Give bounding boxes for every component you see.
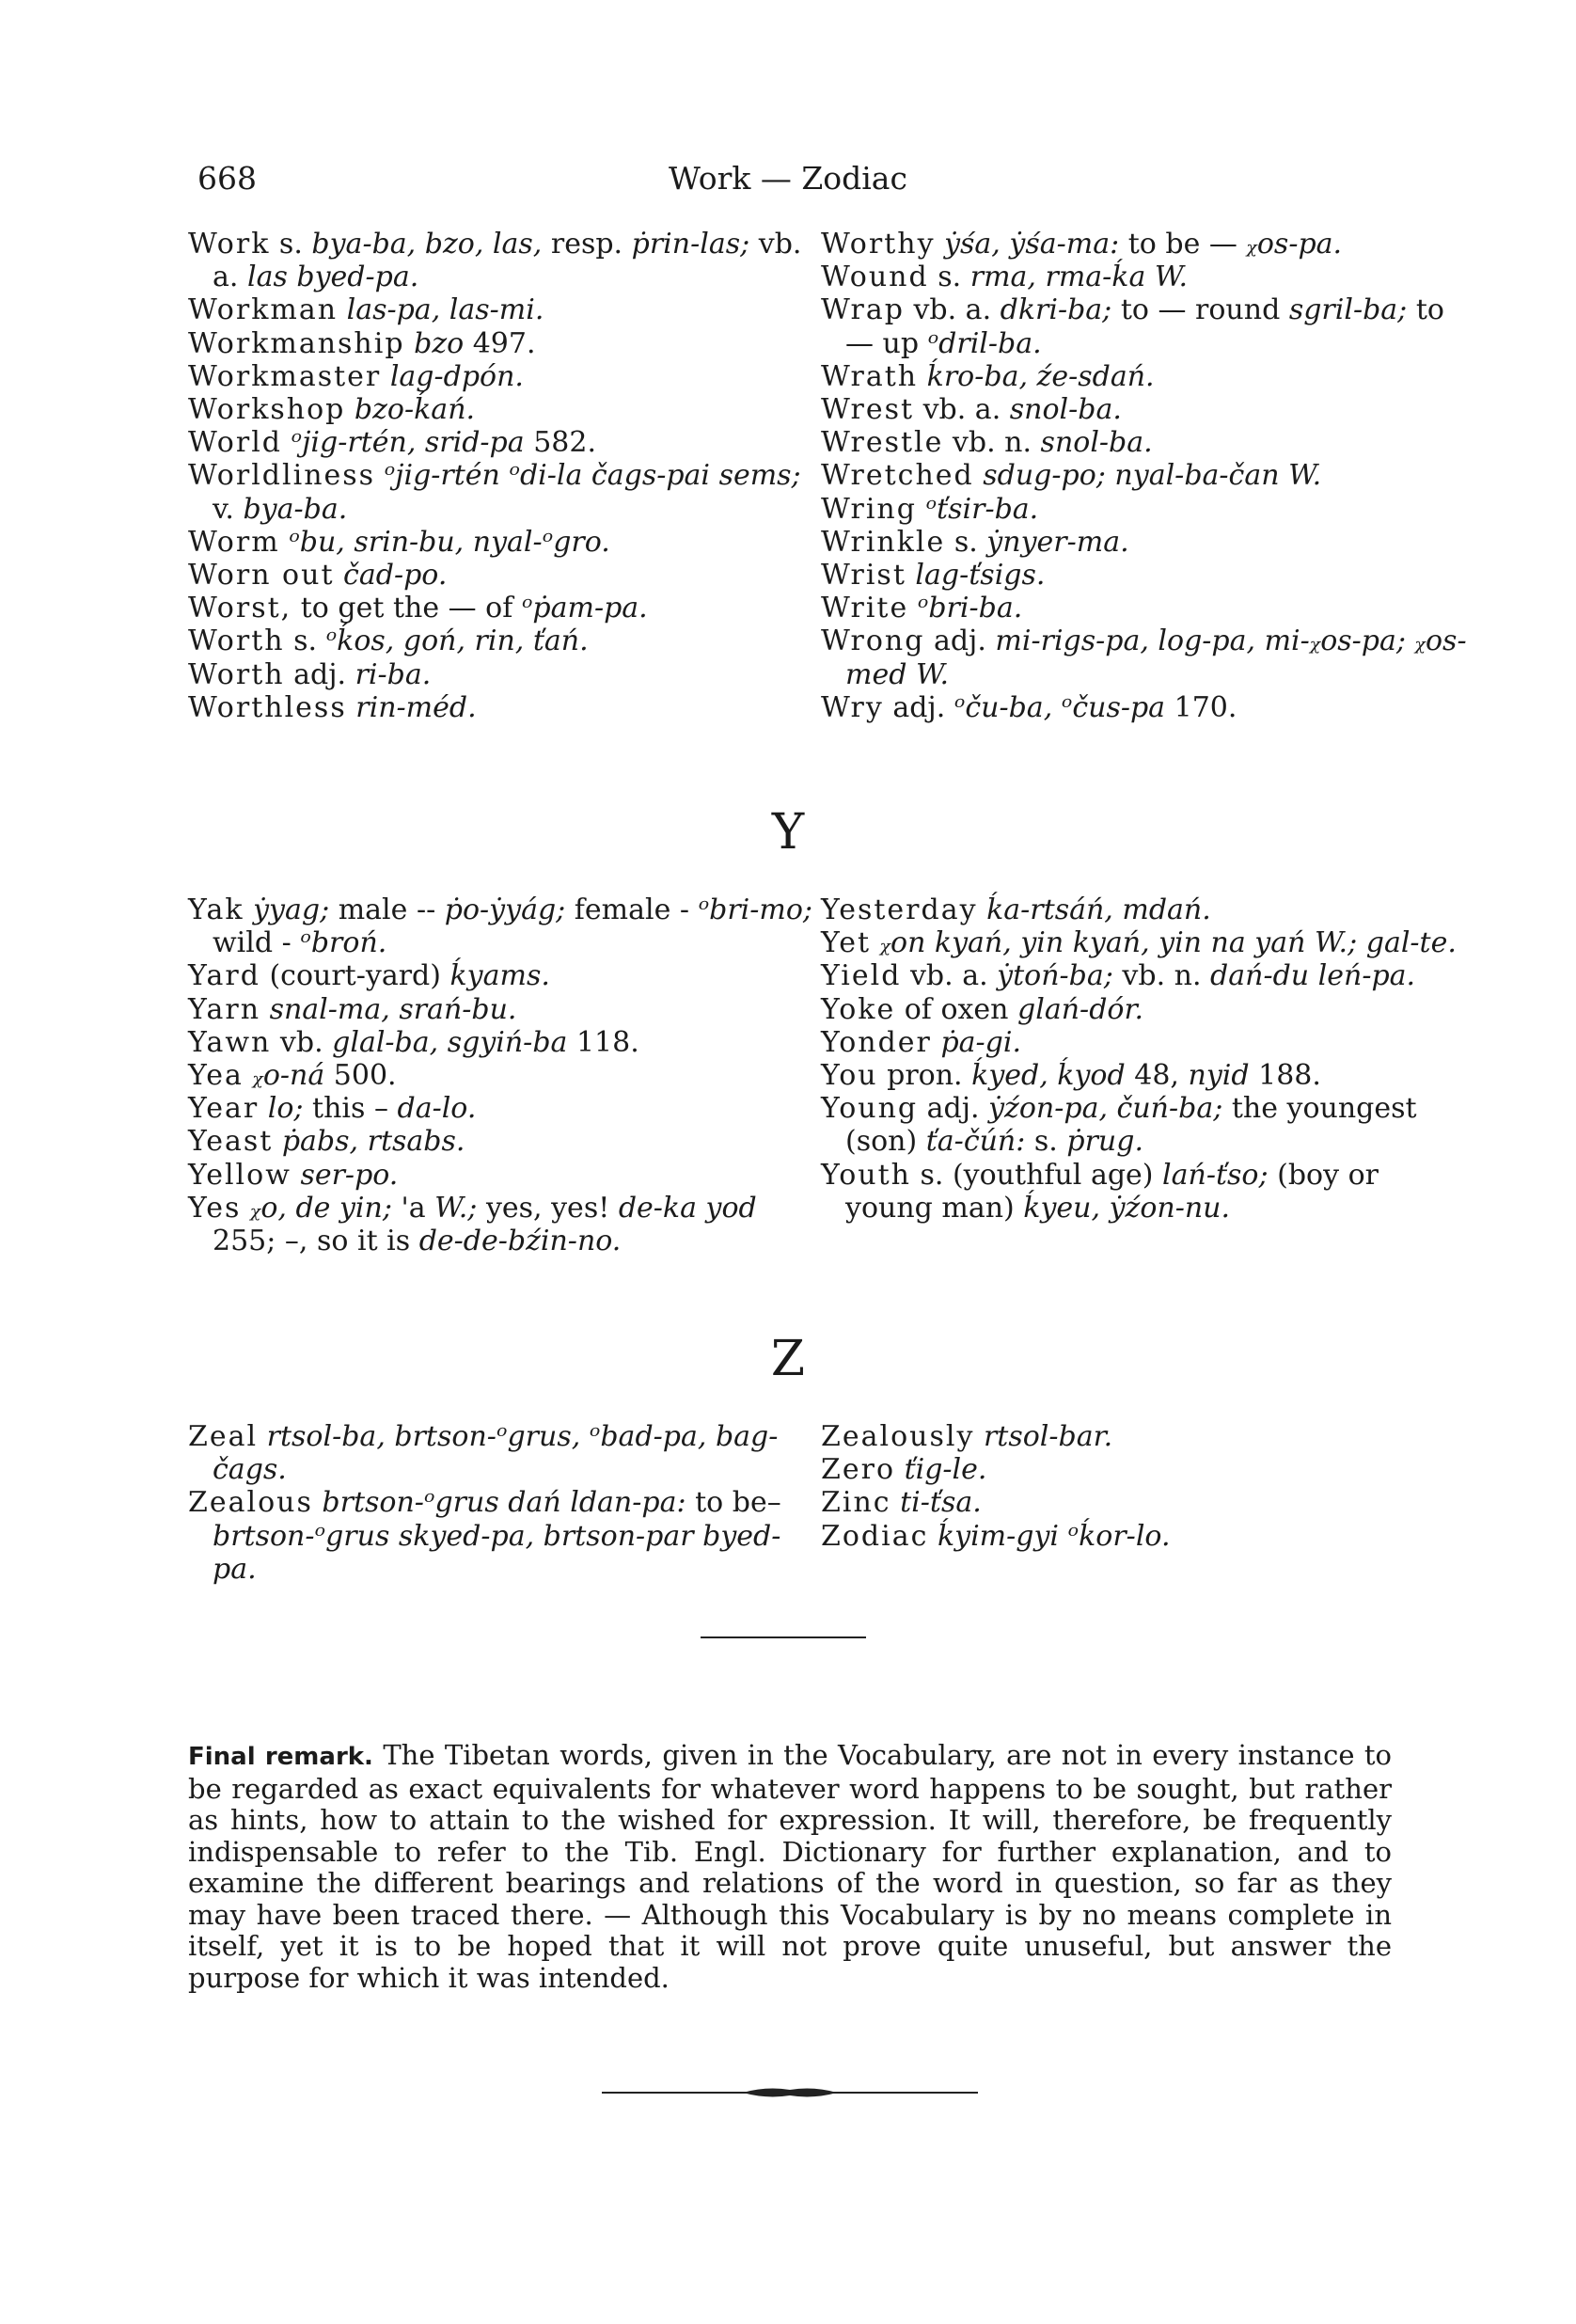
- entry-tibetan: ᵒbri-ba.: [917, 592, 1023, 625]
- entry-tibetan: ḱyams.: [449, 959, 550, 993]
- entry-tibetan: nyid: [1188, 1059, 1250, 1093]
- entry-gloss: to — up: [845, 293, 1444, 360]
- entry-tibetan: ᵒbri-mo;: [698, 893, 813, 926]
- entry-headword: Yard: [188, 959, 260, 993]
- entry-tibetan: glal-ba, sgyiń-ba: [332, 1025, 568, 1059]
- entry-headword: Workman: [188, 293, 339, 327]
- entry-headword: Wretched: [821, 459, 974, 493]
- entry-gloss: vb.: [271, 1025, 333, 1059]
- dictionary-entry: [821, 293, 1470, 359]
- entry-headword: Yet: [821, 926, 872, 960]
- dictionary-entry: [188, 1192, 818, 1257]
- entry-tibetan: ẏnyer-ma.: [986, 525, 1129, 559]
- entry-gloss: [335, 559, 344, 592]
- entry-tibetan: ḱro-ba, źe-sdań.: [926, 359, 1155, 393]
- entry-gloss: 170.: [1165, 690, 1237, 724]
- entry-tibetan: ᵪo-ná: [252, 1059, 325, 1093]
- entry-tibetan: sgril-ba;: [1288, 293, 1408, 327]
- entry-tibetan: ḱyed, ḱyod: [971, 1059, 1126, 1093]
- entry-gloss: [259, 1092, 268, 1125]
- entry-headword: Wrist: [821, 559, 906, 593]
- entry-gloss: [347, 691, 356, 724]
- entry-gloss: adj.: [918, 1092, 989, 1126]
- entry-tibetan: lag-ťsigs.: [915, 559, 1046, 593]
- entry-gloss: 188.: [1249, 1059, 1321, 1093]
- dictionary-entry: [188, 959, 818, 992]
- page-number: 668: [197, 160, 257, 197]
- entry-tibetan: dań-du leń-pa.: [1210, 959, 1416, 993]
- entry-gloss: [906, 559, 916, 592]
- entry-headword: Workshop: [188, 393, 346, 427]
- entry-headword: Youth: [821, 1158, 911, 1192]
- entry-tibetan: lań-ťso;: [1162, 1158, 1269, 1192]
- entry-gloss: [928, 1520, 938, 1553]
- entry-gloss: 500.: [324, 1059, 397, 1093]
- entry-headword: Wrest: [821, 393, 915, 427]
- entry-gloss: this –: [303, 1092, 398, 1126]
- entry-tibetan: ťig-le.: [904, 1453, 987, 1487]
- entry-gloss: vb. n.: [943, 426, 1041, 460]
- entry-tibetan: brtson-ᵒgrus skyed-pa, brtson-par byed-pa.: [213, 1519, 781, 1586]
- dictionary-entry: [821, 393, 1470, 426]
- dictionary-entry: [821, 459, 1470, 492]
- entry-gloss: [273, 1125, 282, 1158]
- entry-headword: Wrath: [821, 359, 919, 393]
- dictionary-entry: [821, 893, 1470, 926]
- entry-gloss: [918, 360, 927, 393]
- entry-gloss: 48,: [1125, 1059, 1189, 1093]
- entry-gloss: [338, 293, 347, 326]
- entry-headword: Worth: [188, 624, 285, 658]
- entry-gloss: s. (youthful age): [910, 1158, 1163, 1192]
- entry-tibetan: bzo: [414, 326, 465, 360]
- entry-tibetan: snol-ba.: [1040, 426, 1153, 460]
- entry-tibetan: ṗrin-las;: [631, 228, 750, 261]
- dictionary-entry: [821, 228, 1470, 261]
- entry-tibetan: ṗrug.: [1066, 1125, 1143, 1159]
- dictionary-entry: [188, 624, 818, 657]
- dictionary-entry: [188, 893, 818, 959]
- y-entries-right: [821, 893, 1470, 1225]
- entry-gloss: [917, 493, 926, 526]
- dictionary-entry: [821, 1520, 1470, 1553]
- dictionary-entry: [821, 959, 1470, 992]
- end-ornament: [602, 2079, 978, 2107]
- entry-tibetan: dkri-ba;: [1000, 293, 1112, 327]
- dictionary-entry: [188, 1125, 818, 1158]
- entry-gloss: [895, 1453, 905, 1486]
- entry-tibetan: ᵒjig-rtén, srid-pa: [291, 426, 525, 460]
- entry-tibetan: las-pa, las-mi.: [346, 293, 544, 327]
- entry-gloss: male --: [329, 893, 445, 926]
- w-entries-left: [188, 228, 818, 724]
- entry-headword: Write: [821, 592, 909, 625]
- entry-headword: Wrinkle: [821, 525, 946, 559]
- dictionary-entry: [821, 261, 1470, 293]
- entry-tibetan: čad-po.: [343, 559, 448, 593]
- entry-gloss: vb. a.: [213, 228, 802, 294]
- entry-headword: Worn out: [188, 559, 335, 593]
- entry-gloss: [871, 926, 880, 959]
- dictionary-entry: [188, 1486, 818, 1586]
- entry-headword: Yea: [188, 1059, 244, 1093]
- entry-gloss: [244, 1059, 253, 1092]
- z-entries-left: [188, 1420, 818, 1586]
- entry-gloss: vb. n.: [1112, 959, 1211, 993]
- entry-headword: Yesterday: [821, 893, 978, 926]
- dictionary-entry: [188, 691, 818, 724]
- y-entries-left: [188, 893, 818, 1257]
- entry-gloss: [280, 526, 290, 559]
- section-letter-z: Z: [770, 1331, 806, 1387]
- entry-headword: Yak: [188, 893, 244, 926]
- entry-headword: World: [188, 426, 282, 460]
- section-divider-rule: [701, 1636, 866, 1638]
- entry-headword: Yeast: [188, 1125, 274, 1159]
- dictionary-entry: [188, 658, 818, 691]
- final-remark-paragraph: [188, 1740, 1392, 1994]
- entry-gloss: to be —: [1119, 228, 1247, 261]
- entry-headword: Year: [188, 1092, 260, 1126]
- dictionary-entry: [821, 1486, 1470, 1519]
- entry-tibetan: glań-dór.: [1017, 992, 1144, 1026]
- entry-tibetan: ᵪo, de yin;: [249, 1191, 392, 1225]
- final-remark-text: The Tibetan words, given in the Vocabulary, are not in every instance to be regarded as exact equivalents for whatever word happens to be sought, but rather as hints, how to attain to the wished for expression. It will, therefore, be frequently indispensable to refer to the Tib. Engl. Dictionary for further explanation, and to examine the different bearings and relations of the word in question, so far as they may have been traced there. — Although this Vocabulary is by no means complete in itself, yet it is to be hoped that it will not prove quite unuseful, but answer the purpose for which it was intended.: [188, 1739, 1392, 1994]
- entry-tibetan: ṗabs, rtsabs.: [281, 1125, 465, 1159]
- entry-tibetan: bzo-ḱań.: [354, 393, 476, 427]
- running-head: Work — Zodiac: [669, 160, 907, 197]
- entry-tibetan: ṗa-gi.: [940, 1025, 1021, 1059]
- entry-gloss: adj.: [284, 657, 355, 691]
- dictionary-entry: [821, 592, 1470, 624]
- entry-gloss: s.: [1025, 1125, 1067, 1159]
- entry-headword: Work: [188, 228, 271, 261]
- entry-headword: Workmanship: [188, 326, 405, 360]
- entry-headword: Yonder: [821, 1025, 932, 1059]
- dictionary-entry: [188, 526, 818, 559]
- dictionary-entry: [188, 393, 818, 426]
- entry-headword: Zealous: [188, 1486, 313, 1520]
- dictionary-entry: [821, 1159, 1470, 1225]
- entry-tibetan: bya-ba, bzo, las,: [311, 228, 543, 261]
- entry-gloss: pron.: [877, 1059, 972, 1093]
- entry-tibetan: ẏśa, ẏśa-ma:: [944, 228, 1120, 261]
- entry-gloss: [260, 993, 270, 1026]
- entry-gloss: [936, 228, 945, 261]
- entry-gloss: 118.: [567, 1025, 639, 1059]
- entry-tibetan: sdug-po; nyal-ba-čan W.: [983, 459, 1322, 493]
- entry-gloss: adj.: [924, 624, 996, 658]
- entry-tibetan: ẏyag;: [253, 893, 330, 926]
- entry-gloss: s.: [945, 525, 987, 559]
- entry-tibetan: mi-rigs-pa, log-pa, mi-ᵪos-pa; ᵪos-med W.: [845, 624, 1467, 691]
- entry-headword: You: [821, 1059, 878, 1093]
- entry-tibetan: ti-ťsa.: [900, 1486, 982, 1520]
- entry-gloss: vb. a.: [901, 959, 998, 993]
- dictionary-entry: [821, 493, 1470, 526]
- entry-tibetan: ḱyeu, ẏźon-nu.: [1023, 1191, 1231, 1225]
- entry-headword: Yield: [821, 959, 902, 993]
- entry-headword: Worm: [188, 525, 280, 559]
- dictionary-entry: [188, 592, 818, 624]
- entry-tibetan: ḱyim-gyi ᵒḱor-lo.: [937, 1519, 1171, 1553]
- entry-tibetan: snal-ma, srań-bu.: [269, 992, 517, 1026]
- entry-gloss: [932, 1026, 941, 1059]
- entry-gloss: [282, 426, 292, 459]
- entry-tibetan: de-ka yod: [618, 1191, 757, 1225]
- entry-tibetan: ᵒču-ba, ᵒčus-pa: [953, 690, 1166, 724]
- dictionary-entry: [821, 691, 1470, 724]
- dictionary-entry: [188, 228, 818, 293]
- entry-gloss: [381, 360, 390, 393]
- entry-tibetan: ser-po.: [300, 1158, 399, 1192]
- dictionary-entry: [821, 559, 1470, 592]
- entry-tibetan: ᵒbroń.: [300, 926, 387, 960]
- entry-headword: Wry: [821, 690, 884, 724]
- entry-tibetan: de-de-bźin-no.: [418, 1225, 622, 1258]
- entry-tibetan: ẏtoń-ba;: [997, 959, 1113, 993]
- dictionary-entry: [821, 426, 1470, 459]
- entry-gloss: 582.: [524, 426, 596, 460]
- dictionary-entry: [188, 459, 818, 525]
- entry-headword: Wring: [821, 492, 917, 526]
- entry-tibetan: ᵪos-pa.: [1246, 228, 1343, 261]
- entry-gloss: s.: [284, 624, 326, 658]
- dictionary-entry: [821, 1059, 1470, 1092]
- entry-gloss: [241, 1192, 250, 1225]
- entry-gloss: [974, 1420, 984, 1453]
- entry-tibetan: ṗo-ẏyág;: [444, 893, 566, 926]
- entry-gloss: [891, 1486, 901, 1519]
- entry-gloss: [258, 1420, 267, 1453]
- entry-headword: Yoke: [821, 992, 896, 1026]
- entry-tibetan: ᵒdril-ba.: [927, 326, 1042, 360]
- entry-gloss: [974, 459, 984, 492]
- entry-gloss: yes, yes!: [477, 1191, 619, 1225]
- entry-gloss: 'a: [391, 1191, 435, 1225]
- entry-gloss: vb. a.: [904, 293, 1001, 327]
- entry-headword: Zealously: [821, 1420, 975, 1453]
- dictionary-entry: [188, 426, 818, 459]
- dictionary-entry: [188, 327, 818, 360]
- w-entries-right: [821, 228, 1470, 724]
- entry-gloss: [405, 327, 415, 360]
- entry-headword: Wound: [821, 261, 929, 294]
- dictionary-entry: [188, 993, 818, 1026]
- entry-gloss: the youngest (son): [845, 1092, 1417, 1159]
- entry-gloss: v.: [213, 492, 244, 526]
- entry-tibetan: ťa-čúń:: [925, 1125, 1026, 1159]
- dictionary-entry: [821, 1420, 1470, 1453]
- z-entries-right: [821, 1420, 1470, 1553]
- entry-headword: Workmaster: [188, 359, 382, 393]
- dictionary-entry: [821, 526, 1470, 559]
- entry-tibetan: rin-méd.: [355, 690, 477, 724]
- entry-headword: Worldliness: [188, 459, 376, 493]
- dictionary-entry: [821, 360, 1470, 393]
- entry-headword: Worthy: [821, 228, 936, 261]
- entry-tibetan: bya-ba.: [243, 492, 348, 526]
- final-remark-label: Final remark.: [188, 1743, 373, 1771]
- entry-gloss: female -: [565, 893, 699, 926]
- dictionary-entry: [821, 926, 1470, 959]
- entry-headword: Zinc: [821, 1486, 891, 1520]
- entry-tibetan: ᵒḱos, goń, rin, ťań.: [325, 624, 589, 658]
- entry-headword: Wrap: [821, 293, 905, 327]
- dictionary-entry: [188, 1059, 818, 1092]
- entry-tibetan: ḱa-rtsáń, mdań.: [986, 893, 1211, 926]
- entry-headword: Yellow: [188, 1158, 292, 1192]
- entry-gloss: s.: [270, 228, 312, 261]
- entry-gloss: resp.: [542, 228, 632, 261]
- entry-tibetan: ᵪon kyań, yin kyań, yin na yań W.; gal-te.: [879, 926, 1457, 960]
- entry-gloss: [908, 592, 918, 624]
- entry-tibetan: brtson-ᵒgrus dań ldan-pa:: [322, 1486, 686, 1520]
- entry-gloss: s.: [928, 261, 970, 294]
- entry-gloss: [292, 1159, 301, 1192]
- entry-gloss: to get the — of: [292, 592, 522, 625]
- entry-tibetan: lo;: [267, 1092, 304, 1126]
- entry-gloss: to be–: [686, 1486, 781, 1520]
- entry-gloss: [375, 459, 385, 492]
- entry-tibetan: ẏźon-pa, čuń-ba;: [988, 1092, 1223, 1126]
- entry-gloss: adj.: [883, 690, 954, 724]
- entry-headword: Young: [821, 1092, 919, 1126]
- entry-tibetan: ᵒbu, srin-bu, nyal-ᵒgro.: [289, 525, 610, 559]
- dictionary-entry: [188, 1420, 818, 1486]
- entry-tibetan: snol-ba.: [1009, 393, 1122, 427]
- dictionary-entry: [821, 1453, 1470, 1486]
- entry-headword: Zeal: [188, 1420, 259, 1453]
- dictionary-entry: [188, 1092, 818, 1125]
- entry-headword: Yes: [188, 1191, 242, 1225]
- entry-gloss: (court-yard): [260, 959, 450, 993]
- entry-tibetan: rtsol-bar.: [983, 1420, 1113, 1453]
- dictionary-entry: [821, 624, 1470, 690]
- entry-gloss: 497.: [464, 326, 536, 360]
- entry-gloss: [978, 893, 987, 926]
- entry-tibetan: da-lo.: [397, 1092, 477, 1126]
- entry-tibetan: lag-dpón.: [389, 359, 524, 393]
- dictionary-entry: [188, 293, 818, 326]
- entry-tibetan: ᵒťsir-ba.: [925, 492, 1039, 526]
- entry-gloss: vb. a.: [914, 393, 1010, 427]
- entry-gloss: (boy or young man): [845, 1158, 1379, 1225]
- entry-headword: Worth: [188, 657, 285, 691]
- dictionary-entry: [821, 1026, 1470, 1059]
- entry-headword: Wrong: [821, 624, 925, 658]
- entry-tibetan: las byed-pa.: [246, 261, 419, 294]
- dictionary-entry: [188, 1159, 818, 1192]
- entry-tibetan: rma, rma-ḱa W.: [969, 261, 1189, 294]
- entry-tibetan: rtsol-ba, brtson-ᵒgrus, ᵒbad-pa, bag-čags.: [213, 1420, 779, 1487]
- entry-gloss: [345, 393, 355, 426]
- entry-gloss: [313, 1486, 323, 1519]
- entry-headword: Zero: [821, 1453, 896, 1487]
- entry-gloss: to — round: [1111, 293, 1289, 327]
- entry-headword: Yarn: [188, 992, 261, 1026]
- section-letter-y: Y: [771, 804, 805, 861]
- entry-tibetan: ᵒjig-rtén ᵒdi-la čags-pai sems;: [384, 459, 801, 493]
- entry-tibetan: W.;: [434, 1191, 478, 1225]
- entry-gloss: 255; –, so it is: [213, 1225, 419, 1258]
- dictionary-entry: [188, 360, 818, 393]
- entry-tibetan: ᵒṗam-pa.: [521, 592, 648, 625]
- entry-headword: Worthless: [188, 690, 347, 724]
- dictionary-entry: [188, 559, 818, 592]
- entry-gloss: of oxen: [895, 992, 1018, 1026]
- dictionary-entry: [821, 993, 1470, 1026]
- dictionary-entry: [188, 1026, 818, 1059]
- entry-tibetan: ri-ba.: [355, 657, 432, 691]
- entry-headword: Zodiac: [821, 1519, 929, 1553]
- entry-gloss: [244, 893, 254, 926]
- dictionary-entry: [821, 1092, 1470, 1158]
- entry-headword: Worst,: [188, 592, 292, 625]
- entry-headword: Wrestle: [821, 426, 944, 460]
- entry-gloss: wild -: [213, 926, 301, 960]
- entry-headword: Yawn: [188, 1025, 272, 1059]
